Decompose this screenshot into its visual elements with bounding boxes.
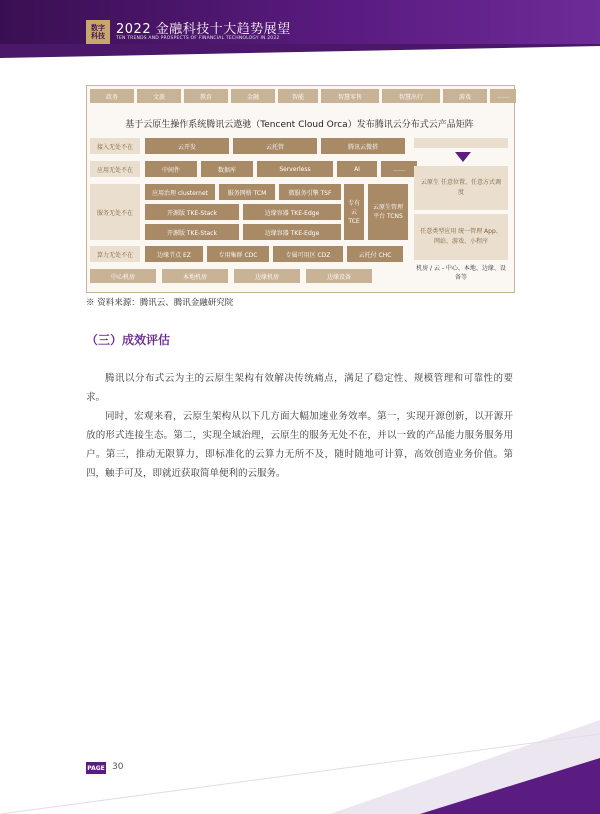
- tcns-block: 云原生管理平台 TCNS: [368, 184, 408, 240]
- service-item: 应用治理 clusternet: [145, 184, 215, 200]
- compute-item: 专属可用区 CDZ: [273, 246, 343, 262]
- tce-block: 专有云 TCE: [344, 184, 364, 240]
- right-panel-caption: 机房 / 云 - 中心、本地、边缘、设备等: [416, 265, 506, 281]
- compute-item: 边缘节点 EZ: [145, 246, 203, 262]
- logo-top-text: 数字: [91, 24, 105, 32]
- header-wedge-decoration: [0, 44, 600, 62]
- row-label-compute: 算力无处不在: [90, 246, 140, 262]
- page-number: 30: [112, 762, 124, 772]
- access-item: 云开发: [145, 138, 229, 154]
- footer-swoosh-decoration: [0, 700, 600, 814]
- figure-top-row: [90, 89, 516, 103]
- header-title: 2022 金融科技十大趋势展望: [116, 22, 291, 37]
- service-item: 边缘容器 TKE-Edge: [243, 224, 341, 240]
- service-row-2: [145, 204, 341, 220]
- right-panel-header: [414, 138, 508, 148]
- section-title: （三）成效评估: [86, 333, 171, 347]
- publication-logo: [86, 20, 110, 44]
- top-row-item: ……: [490, 89, 516, 103]
- service-row-3: [145, 224, 341, 240]
- service-item: 开源版 TKE-Stack: [145, 224, 239, 240]
- access-row: [145, 138, 405, 154]
- service-item: 开源版 TKE-Stack: [145, 204, 239, 220]
- page-header: [0, 0, 600, 44]
- infra-item: 中心机房: [90, 269, 156, 283]
- compute-item: 云托付 CHC: [347, 246, 403, 262]
- top-row-item: 文旅: [137, 89, 181, 103]
- access-item: 腾讯云微搭: [321, 138, 405, 154]
- top-row-item: 智慧出行: [382, 89, 440, 103]
- service-item: 边缘容器 TKE-Edge: [243, 204, 341, 220]
- app-row: [145, 161, 417, 177]
- figure-source: ※ 资料来源：腾讯云、腾讯金融研究院: [86, 298, 234, 308]
- infra-row: [90, 269, 372, 283]
- compute-item: 专用集群 CDC: [207, 246, 269, 262]
- top-row-item: 政务: [90, 89, 134, 103]
- row-label-access: 接入无处不在: [90, 138, 140, 154]
- header-subtitle: TEN TRENDS AND PROSPECTS OF FINANCIAL TECHNOLOGY IN 2022: [116, 36, 280, 41]
- top-row-item: 金融: [231, 89, 275, 103]
- row-label-service: 服务无处不在: [90, 184, 140, 240]
- top-row-item: 游戏: [443, 89, 487, 103]
- top-row-item: 智慧零售: [321, 89, 379, 103]
- top-row-item: 智能: [278, 89, 318, 103]
- logo-bottom-text: 科技: [91, 32, 105, 40]
- app-item: ……: [381, 161, 417, 177]
- top-row-item: 教育: [184, 89, 228, 103]
- paragraph: 同时，宏观来看，云原生架构从以下几方面大幅加速业务效率。第一，实现开源创新，以开源开放的形式连接生态。第二，实现全域治理，云原生的服务无处不在，并以一致的产品能力服务服务用户。第三，推动无限算力，即标准化的云算力无所不及，随时随地可计算，高效创造业务价值。第四，触手可及，即就近获取简单便利的云服务。: [86, 411, 513, 479]
- app-item: 中间件: [145, 161, 197, 177]
- figure-title: 基于云原生操作系统腾讯云遨驰（Tencent Cloud Orca）发布腾讯云分布式云产品矩阵: [125, 120, 474, 130]
- app-item: AI: [337, 161, 377, 177]
- app-item: 数据库: [201, 161, 253, 177]
- infra-item: 本地机房: [162, 269, 228, 283]
- service-item: 微服务引擎 TSF: [279, 184, 341, 200]
- right-panel-box-2: 任意类型应用 统一管理 App、网站、游戏、小程序: [414, 214, 508, 260]
- paragraph: 腾讯以分布式云为主的云原生架构有效解决传统痛点，满足了稳定性、规模管理和可靠性的要求。: [86, 373, 513, 403]
- right-panel-box-1: 云原生 任意位置、任意方式调度: [414, 166, 508, 210]
- infra-item: 边缘设备: [306, 269, 372, 283]
- infra-item: 边缘机房: [234, 269, 300, 283]
- service-row-1: [145, 184, 341, 200]
- compute-row: [145, 246, 403, 262]
- page-label-badge: PAGE: [86, 762, 106, 774]
- row-label-app: 应用无处不在: [90, 161, 140, 177]
- app-item: Serverless: [257, 161, 333, 177]
- access-item: 云托管: [233, 138, 317, 154]
- down-arrow-icon: [455, 152, 471, 162]
- service-item: 服务网格 TCM: [219, 184, 275, 200]
